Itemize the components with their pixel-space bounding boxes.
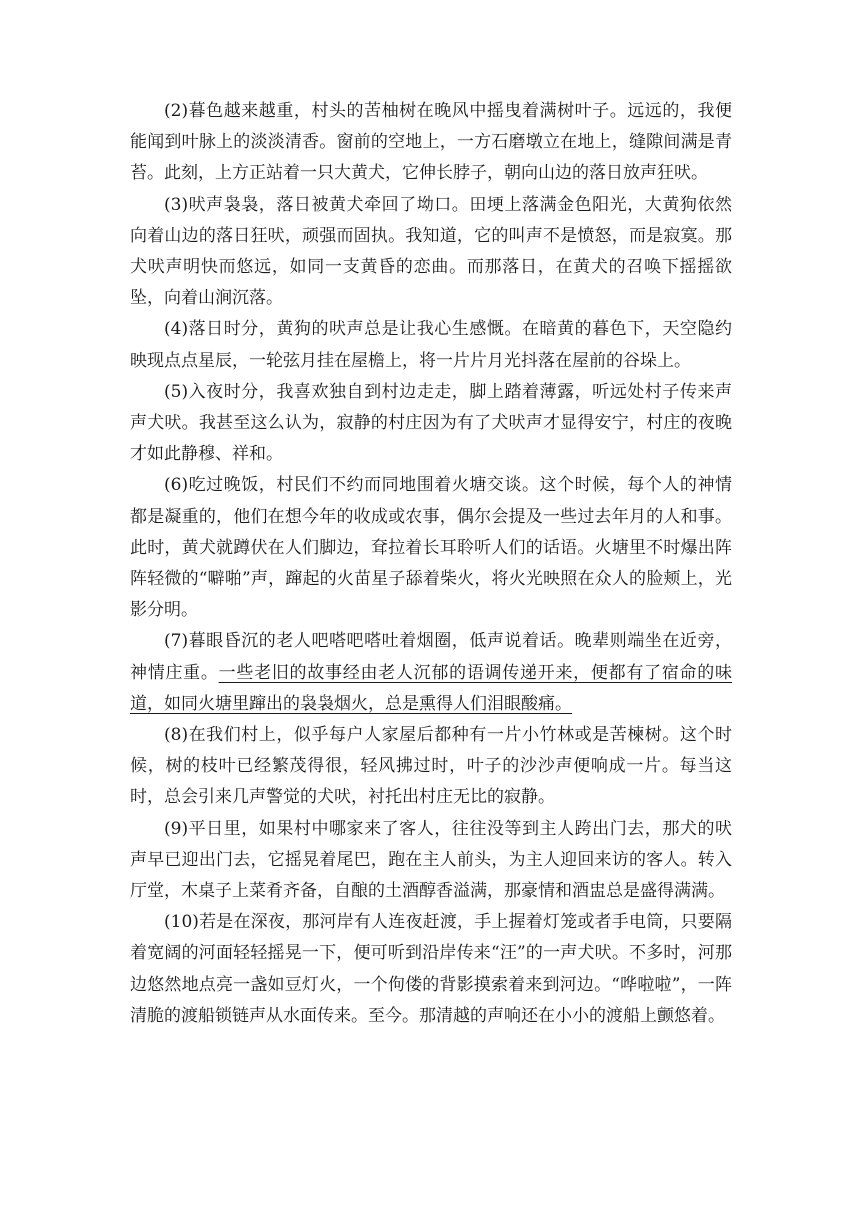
paragraph-10: (10)若是在深夜，那河岸有人连夜赶渡，手上握着灯笼或者手电筒，只要隔着宽阔的河面轻轻摇晃一下，便可听到沿岸传来“汪”的一声犬吠。不多时，河那边悠然地点亮一盏如豆灯火，一个佝偻的背影摸索着来到河边。“哗啦啦”，一阵清脆的渡船锁链声从水面传来。至今。那清越的声响还在小小的渡船上颤悠着。 [130, 912, 732, 1026]
paragraph-5: (5)入夜时分，我喜欢独自到村边走走，脚上踏着薄露，听远处村子传来声声犬吠。我甚至这么认为，寂静的村庄因为有了犬吠声才显得安宁，村庄的夜晚才如此静穆、祥和。 [130, 381, 732, 465]
document-page [130, 96, 732, 1032]
paragraph-9: (9)平日里，如果村中哪家来了客人，往往没等到主人跨出门去，那犬的吠声早已迎出门去，它摇晃着尾巴，跑在主人前头，为主人迎回来访的客人。转入厅堂，木桌子上菜肴齐备，自酿的土酒醇香溢满，那豪情和酒盅总是盛得满满。 [130, 818, 732, 902]
paragraph-3: (3)吠声袅袅，落日被黄犬牵回了坳口。田埂上落满金色阳光，大黄狗依然向着山边的落日狂吠，顽强而固执。我知道，它的叫声不是愤怒，而是寂寞。那犬吠声明快而悠远，如同一支黄昏的恋曲。而那落日，在黄犬的召唤下摇摇欲坠，向着山涧沉落。 [130, 194, 732, 309]
underlined-sentence: 一些老旧的故事经由老人沉郁的语调传递开来，便都有了宿命的味道，如同火塘里蹿出的袅袅烟火，总是熏得人们泪眼酸痛。 [130, 662, 733, 714]
paragraph-8: (8)在我们村上，似乎每户人家屋后都种有一片小竹林或是苦楝树。这个时候，树的枝叶已经繁茂得很，轻风拂过时，叶子的沙沙声便响成一片。每当这时，总会引来几声警觉的犬吠，衬托出村庄无比的寂静。 [130, 725, 732, 808]
paragraph-2: (2)暮色越来越重，村头的苦柚树在晚风中摇曳着满树叶子。远远的，我便能闻到叶脉上的淡淡清香。窗前的空地上，一方石磨墩立在地上，缝隙间满是青苔。此刻，上方正站着一只大黄犬，它伸长脖子，朝向山边的落日放声狂吠。 [130, 101, 732, 184]
paragraph-4: (4)落日时分，黄狗的吠声总是让我心生感慨。在暗黄的暮色下，天空隐约映现点点星辰，一轮弦月挂在屋檐上，将一片片月光抖落在屋前的谷垛上。 [130, 319, 732, 371]
paragraph-6: (6)吃过晚饭，村民们不约而同地围着火塘交谈。这个时候，每个人的神情都是凝重的，他们在想今年的收成或农事，偶尔会提及一些过去年月的人和事。此时，黄犬就蹲伏在人们脚边，耷拉着长耳聆听人们的话语。火塘里不时爆出阵阵轻微的“噼啪”声，蹿起的火苗星子舔着柴火，将火光映照在众人的脸颊上，光影分明。 [130, 475, 732, 621]
paragraph-7: (7)暮眼昏沉的老人吧嗒吧嗒吐着烟圈，低声说着话。晚辈则端坐在近旁，神情庄重。一些老旧的故事经由老人沉郁的语调传递开来，便都有了宿命的味道，如同火塘里蹿出的袅袅烟火，总是熏得人们泪眼酸痛。 [130, 631, 733, 714]
